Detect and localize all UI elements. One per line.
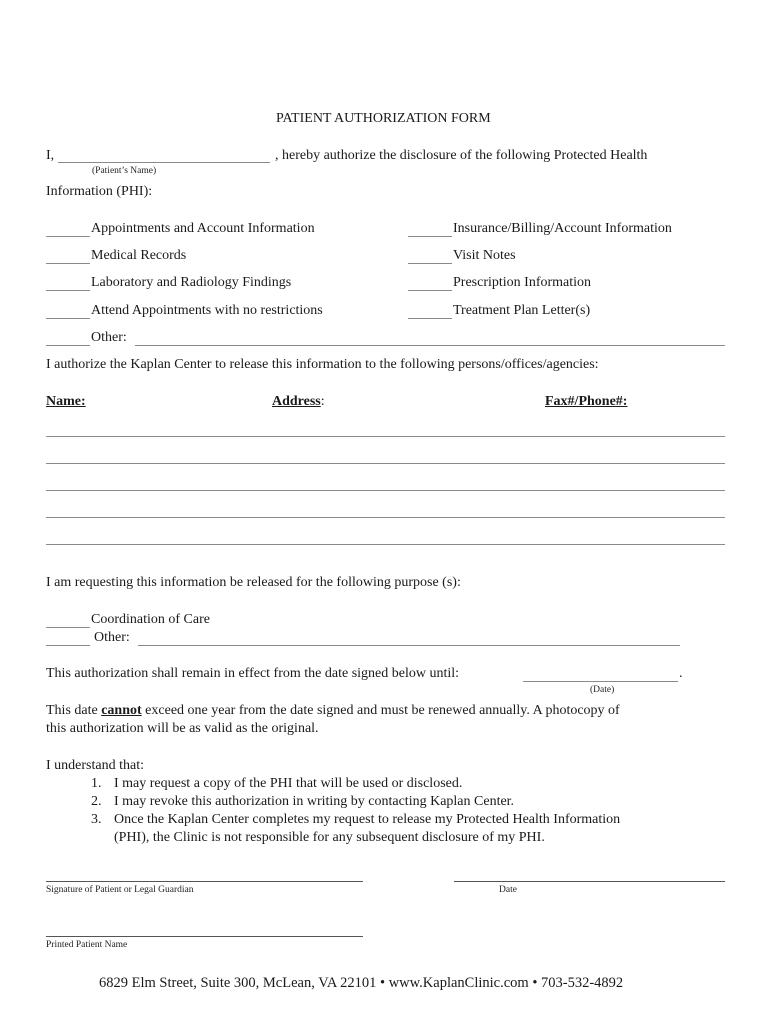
phi-checkline[interactable] (408, 318, 452, 319)
purpose-other-label: Other: (94, 630, 130, 645)
purpose-statement: I am requesting this information be released for the following purpose (s): (46, 575, 461, 590)
cannot-emphasis: cannot (101, 703, 142, 718)
phi-option-lab-radiology: Laboratory and Radiology Findings (91, 275, 292, 290)
signature-date-label: Date (499, 885, 517, 895)
phi-option-medical-records: Medical Records (91, 248, 187, 263)
intro-suffix: , hereby authorize the disclosure of the following Protected Health (275, 148, 648, 163)
printed-name-field[interactable] (46, 936, 363, 937)
expiry-note: This date cannot exceed one year from the date signed and must be renewed annually. A photocopy of (46, 703, 620, 718)
phi-option-treatment-plan: Treatment Plan Letter(s) (453, 303, 591, 318)
understand-heading: I understand that: (46, 758, 144, 773)
phi-option-prescription: Prescription Information (453, 275, 592, 290)
expiry-note-line2: this authorization will be as valid as the original. (46, 721, 319, 736)
understand-item-number: 1. (91, 776, 102, 791)
header-address: Address: (272, 394, 325, 409)
understand-item: I may request a copy of the PHI that will be used or disclosed. (114, 776, 463, 791)
patient-name-caption: (Patient’s Name) (92, 166, 157, 176)
expiry-date-field[interactable] (523, 681, 678, 682)
understand-item-continuation: (PHI), the Clinic is not responsible for any subsequent disclosure of my PHI. (114, 830, 545, 845)
phi-checkline[interactable] (46, 263, 90, 264)
purpose-other-field[interactable] (138, 645, 680, 646)
recipient-line[interactable] (46, 544, 725, 545)
phi-checkline[interactable] (46, 236, 90, 237)
understand-item: I may revoke this authorization in writing by contacting Kaplan Center. (114, 794, 515, 809)
recipient-line[interactable] (46, 463, 725, 464)
intro-continuation: Information (PHI): (46, 184, 153, 199)
expiry-date-caption: (Date) (590, 685, 615, 695)
understand-item-number: 3. (91, 812, 102, 827)
header-name: Name: (46, 394, 86, 409)
phi-option-visit-notes: Visit Notes (453, 248, 516, 263)
phi-other-label: Other: (91, 330, 127, 345)
phi-option-appointments: Appointments and Account Information (91, 221, 315, 236)
header-fax-phone: Fax#/Phone#: (545, 394, 628, 409)
expiry-period: . (679, 666, 683, 681)
phi-other-checkline[interactable] (46, 345, 90, 346)
signature-field[interactable] (46, 881, 363, 882)
understand-item-number: 2. (91, 794, 102, 809)
phi-option-attend-appointments: Attend Appointments with no restrictions (91, 303, 323, 318)
recipient-line[interactable] (46, 436, 725, 437)
form-title: PATIENT AUTHORIZATION FORM (276, 111, 491, 126)
patient-name-field[interactable] (58, 162, 270, 163)
purpose-other-checkline[interactable] (46, 645, 90, 646)
intro-prefix: I, (46, 148, 55, 163)
understand-item: Once the Kaplan Center completes my request to release my Protected Health Information (114, 812, 621, 827)
purpose-checkline[interactable] (46, 627, 90, 628)
footer-contact: 6829 Elm Street, Suite 300, McLean, VA 22101 • www.KaplanClinic.com • 703-532-4892 (99, 975, 624, 991)
phi-checkline[interactable] (408, 263, 452, 264)
phi-checkline[interactable] (408, 236, 452, 237)
phi-other-field[interactable] (135, 345, 725, 346)
printed-name-label: Printed Patient Name (46, 940, 128, 950)
expiry-statement: This authorization shall remain in effect from the date signed below until: (46, 666, 460, 681)
purpose-coordination: Coordination of Care (91, 612, 210, 627)
release-statement: I authorize the Kaplan Center to release this information to the following persons/offices/agencies: (46, 357, 599, 372)
phi-checkline[interactable] (46, 290, 90, 291)
signature-label: Signature of Patient or Legal Guardian (46, 885, 194, 895)
signature-date-field[interactable] (454, 881, 725, 882)
phi-checkline[interactable] (46, 318, 90, 319)
recipient-line[interactable] (46, 490, 725, 491)
phi-option-insurance: Insurance/Billing/Account Information (453, 221, 672, 236)
phi-checkline[interactable] (408, 290, 452, 291)
recipient-line[interactable] (46, 517, 725, 518)
